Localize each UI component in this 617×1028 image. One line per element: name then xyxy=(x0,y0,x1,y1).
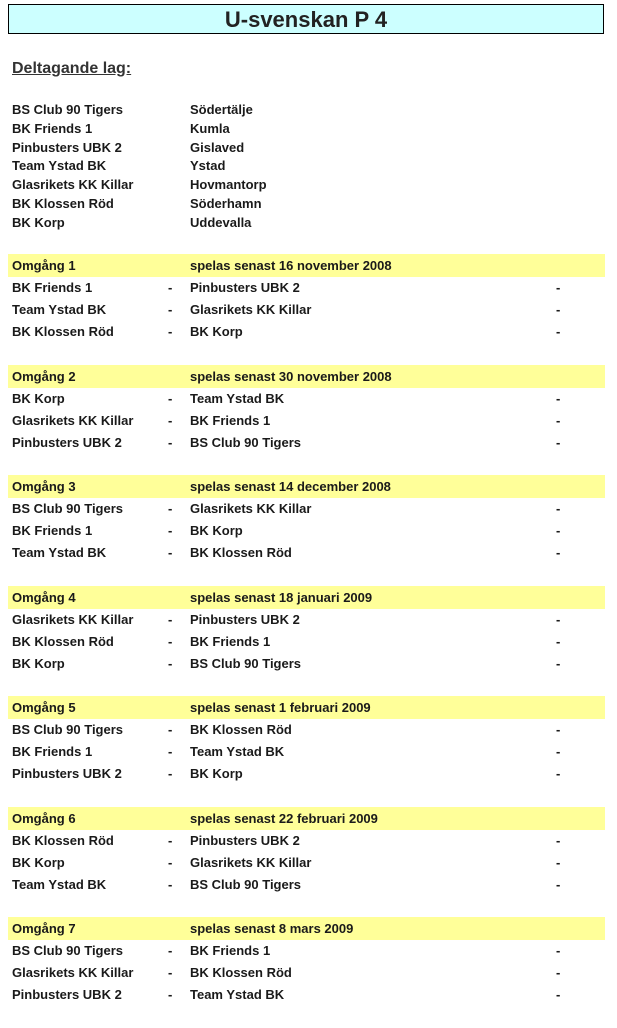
away-team: BK Korp xyxy=(190,523,243,538)
match-separator: - xyxy=(168,766,173,781)
match-row xyxy=(0,520,617,542)
round-label: Omgång 7 xyxy=(12,921,76,936)
away-team: BK Friends 1 xyxy=(190,633,271,649)
match-result: - xyxy=(556,766,561,781)
match-row xyxy=(0,609,617,631)
away-team: Pinbusters UBK 2 xyxy=(190,832,300,848)
team-city: Kumla xyxy=(190,120,230,136)
match-row xyxy=(0,388,617,410)
match-separator: - xyxy=(168,987,173,1002)
home-team: BS Club 90 Tigers xyxy=(12,943,124,958)
match-row xyxy=(0,763,617,785)
home-team: Team Ystad BK xyxy=(12,545,107,560)
team-list xyxy=(0,101,617,233)
round-label: Omgång 3 xyxy=(12,479,76,494)
match-result: - xyxy=(556,412,561,428)
round-deadline: spelas senast 1 februari 2009 xyxy=(190,700,371,715)
match-result: - xyxy=(556,280,561,295)
match-row xyxy=(0,940,617,962)
round-label: Omgång 6 xyxy=(12,810,76,826)
round-header xyxy=(8,586,605,609)
match-row xyxy=(0,432,617,454)
match-row xyxy=(0,962,617,984)
match-separator: - xyxy=(168,545,173,560)
match-row xyxy=(0,653,617,675)
home-team: BK Klossen Röd xyxy=(12,324,114,339)
match-result: - xyxy=(556,501,561,516)
home-team: BK Friends 1 xyxy=(12,280,93,295)
match-result: - xyxy=(556,390,561,406)
match-row xyxy=(0,984,617,1006)
round-schedule xyxy=(0,254,617,1028)
match-separator: - xyxy=(168,412,173,428)
match-row xyxy=(0,321,617,343)
round-label: Omgång 2 xyxy=(12,368,76,384)
home-team: Glasrikets KK Killar xyxy=(12,412,134,428)
home-team: Team Ystad BK xyxy=(12,302,107,317)
away-team: Pinbusters UBK 2 xyxy=(190,611,300,627)
team-city: Gislaved xyxy=(190,139,245,155)
round-deadline: spelas senast 18 januari 2009 xyxy=(190,589,373,605)
round-deadline: spelas senast 22 februari 2009 xyxy=(190,810,378,826)
round-label: Omgång 1 xyxy=(12,258,76,273)
home-team: BK Klossen Röd xyxy=(12,832,114,848)
match-result: - xyxy=(556,722,561,737)
home-team: BK Korp xyxy=(12,655,65,671)
round-deadline: spelas senast 14 december 2008 xyxy=(190,479,391,494)
home-team: BS Club 90 Tigers xyxy=(12,722,124,737)
home-team: BK Klossen Röd xyxy=(12,633,114,649)
away-team: Pinbusters UBK 2 xyxy=(190,280,300,295)
team-name: BK Korp xyxy=(12,214,65,230)
away-team: Team Ystad BK xyxy=(190,987,285,1002)
home-team: BK Friends 1 xyxy=(12,523,93,538)
away-team: BK Friends 1 xyxy=(190,412,271,428)
match-result: - xyxy=(556,832,561,848)
match-separator: - xyxy=(168,523,173,538)
home-team: Glasrikets KK Killar xyxy=(12,965,134,980)
team-name: Pinbusters UBK 2 xyxy=(12,139,122,155)
participants-heading: Deltagande lag: xyxy=(12,60,132,77)
team-row xyxy=(0,176,617,195)
match-separator: - xyxy=(168,611,173,627)
match-result: - xyxy=(556,523,561,538)
team-row xyxy=(0,139,617,158)
away-team: Glasrikets KK Killar xyxy=(190,854,312,870)
match-separator: - xyxy=(168,390,173,406)
match-separator: - xyxy=(168,832,173,848)
match-result: - xyxy=(556,965,561,980)
home-team: BK Korp xyxy=(12,854,65,870)
team-city: Ystad xyxy=(190,158,226,174)
match-separator: - xyxy=(168,722,173,737)
match-row xyxy=(0,874,617,896)
team-row xyxy=(0,101,617,120)
match-separator: - xyxy=(168,965,173,980)
team-name: Team Ystad BK xyxy=(12,158,107,174)
match-row xyxy=(0,741,617,763)
match-row xyxy=(0,299,617,321)
away-team: BK Korp xyxy=(190,766,243,781)
away-team: BS Club 90 Tigers xyxy=(190,655,302,671)
team-row xyxy=(0,214,617,233)
match-result: - xyxy=(556,744,561,759)
round-block xyxy=(0,475,617,586)
match-separator: - xyxy=(168,854,173,870)
match-row xyxy=(0,830,617,852)
round-block xyxy=(0,807,617,918)
team-row xyxy=(0,195,617,214)
team-name: Glasrikets KK Killar xyxy=(12,177,134,193)
team-row xyxy=(0,120,617,139)
match-result: - xyxy=(556,876,561,892)
round-header xyxy=(8,254,605,277)
round-deadline: spelas senast 16 november 2008 xyxy=(190,258,392,273)
round-label: Omgång 5 xyxy=(12,700,76,715)
round-deadline: spelas senast 30 november 2008 xyxy=(190,368,392,384)
team-name: BK Friends 1 xyxy=(12,120,93,136)
round-block xyxy=(0,254,617,365)
team-name: BS Club 90 Tigers xyxy=(12,102,124,117)
match-result: - xyxy=(556,633,561,649)
away-team: Glasrikets KK Killar xyxy=(190,302,312,317)
team-city: Söderhamn xyxy=(190,195,262,211)
match-separator: - xyxy=(168,501,173,516)
match-separator: - xyxy=(168,744,173,759)
round-block xyxy=(0,696,617,807)
team-city: Hovmantorp xyxy=(190,177,267,193)
round-header xyxy=(8,475,605,498)
match-row xyxy=(0,498,617,520)
match-row xyxy=(0,852,617,874)
match-result: - xyxy=(556,324,561,339)
away-team: BK Friends 1 xyxy=(190,943,271,958)
match-separator: - xyxy=(168,655,173,671)
match-result: - xyxy=(556,987,561,1002)
match-separator: - xyxy=(168,280,173,295)
match-separator: - xyxy=(168,302,173,317)
home-team: BS Club 90 Tigers xyxy=(12,501,124,516)
home-team: BK Friends 1 xyxy=(12,744,93,759)
team-city: Södertälje xyxy=(190,102,253,117)
round-deadline: spelas senast 8 mars 2009 xyxy=(190,921,354,936)
home-team: BK Korp xyxy=(12,390,65,406)
match-separator: - xyxy=(168,434,173,450)
match-result: - xyxy=(556,611,561,627)
away-team: BK Klossen Röd xyxy=(190,965,292,980)
away-team: Team Ystad BK xyxy=(190,390,285,406)
away-team: BK Klossen Röd xyxy=(190,722,292,737)
away-team: BK Klossen Röd xyxy=(190,545,292,560)
home-team: Team Ystad BK xyxy=(12,876,107,892)
match-row xyxy=(0,631,617,653)
match-separator: - xyxy=(168,876,173,892)
match-result: - xyxy=(556,545,561,560)
round-header xyxy=(8,365,605,388)
away-team: BS Club 90 Tigers xyxy=(190,876,302,892)
home-team: Pinbusters UBK 2 xyxy=(12,987,122,1002)
match-row xyxy=(0,542,617,564)
team-city: Uddevalla xyxy=(190,214,252,230)
match-row xyxy=(0,277,617,299)
round-block xyxy=(0,917,617,1028)
match-result: - xyxy=(556,943,561,958)
match-result: - xyxy=(556,655,561,671)
match-separator: - xyxy=(168,633,173,649)
round-header xyxy=(8,807,605,830)
home-team: Glasrikets KK Killar xyxy=(12,611,134,627)
round-header xyxy=(8,917,605,940)
away-team: Glasrikets KK Killar xyxy=(190,501,312,516)
round-block xyxy=(0,586,617,697)
match-result: - xyxy=(556,854,561,870)
home-team: Pinbusters UBK 2 xyxy=(12,766,122,781)
away-team: Team Ystad BK xyxy=(190,744,285,759)
page-title: U-svenskan P 4 xyxy=(8,4,604,34)
match-separator: - xyxy=(168,324,173,339)
round-header xyxy=(8,696,605,719)
team-name: BK Klossen Röd xyxy=(12,195,114,211)
away-team: BK Korp xyxy=(190,324,243,339)
round-label: Omgång 4 xyxy=(12,589,76,605)
round-block xyxy=(0,365,617,476)
team-row xyxy=(0,157,617,176)
away-team: BS Club 90 Tigers xyxy=(190,434,302,450)
match-result: - xyxy=(556,434,561,450)
match-row xyxy=(0,719,617,741)
match-row xyxy=(0,410,617,432)
match-separator: - xyxy=(168,943,173,958)
home-team: Pinbusters UBK 2 xyxy=(12,434,122,450)
match-result: - xyxy=(556,302,561,317)
